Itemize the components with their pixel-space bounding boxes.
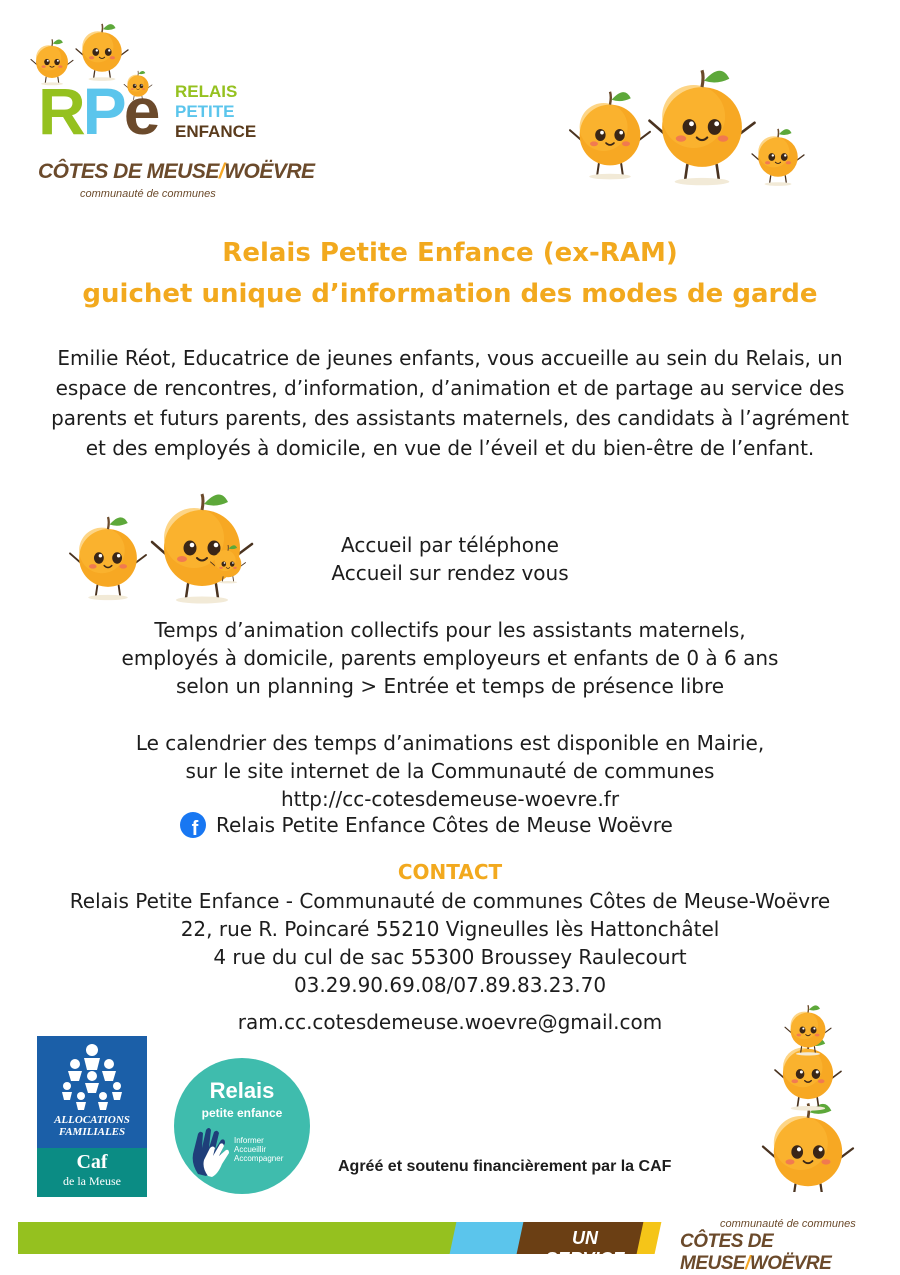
contact-heading: CONTACT <box>397 860 503 884</box>
contact-line: Relais Petite Enfance - Communauté de communes Côtes de Meuse-Woëvre <box>69 889 831 913</box>
reception-appointment: Accueil sur rendez vous <box>331 561 569 585</box>
rpe-logo-words: RELAIS PETITE ENFANCE <box>175 82 257 141</box>
territory-subtitle: communauté de communes <box>80 188 216 200</box>
caf-people-icon <box>59 1042 125 1112</box>
orange-family-illustration <box>560 55 820 195</box>
website-link[interactable]: http://cc-cotesdemeuse-woevre.fr <box>280 787 620 811</box>
caf-logo: ALLOCATIONS FAMILIALES Caf de la Meuse <box>37 1036 147 1197</box>
stacked-oranges-illustration <box>760 1000 860 1192</box>
intro-paragraph: Emilie Réot, Educatrice de jeunes enfants, vous accueille au sein du Relais, un espace de rencontres, d’information, d’animation et de partage au service des parents et futurs parents, des assistants maternels, des candidats à l’agrément et des employés à domicile, en vue de l’éveil et du bien-être de l’enfant. <box>51 346 849 460</box>
footer-territory-name: CÔTES DE MEUSE/WOËVRE <box>680 1231 832 1274</box>
facebook-icon: f <box>180 812 206 838</box>
facebook-link[interactable] <box>180 812 673 838</box>
hands-icon <box>188 1124 234 1178</box>
contact-email[interactable]: ram.cc.cotesdemeuse.woevre@gmail.com <box>237 1010 663 1034</box>
footer-bar-green <box>18 1222 458 1254</box>
contact-line: 4 rue du cul de sac 55300 Broussey Raulecourt <box>213 945 687 969</box>
sessions-line: employés à domicile, parents employeurs et enfants de 0 à 6 ans <box>121 646 779 670</box>
contact-line: 22, rue R. Poincaré 55210 Vigneulles lès Hattonchâtel <box>180 917 720 941</box>
reception-phone: Accueil par téléphone <box>341 533 559 557</box>
territory-name: CÔTES DE MEUSE/WOËVRE <box>38 160 315 183</box>
page-title-line1: Relais Petite Enfance (ex-RAM) <box>222 238 678 268</box>
caf-approval-text: Agréé et soutenu financièrement par la CAF <box>338 1158 672 1175</box>
footer-service-label: UN SERVICE <box>545 1228 625 1269</box>
relais-petite-enfance-logo: Relais petite enfance Informer Accueillir Accompagner <box>174 1058 310 1194</box>
calendar-line: Le calendrier des temps d’animations est disponible en Mairie, <box>135 731 765 755</box>
sessions-line: selon un planning > Entrée et temps de présence libre <box>175 674 725 698</box>
page-title-line2: guichet unique d’information des modes de garde <box>82 279 818 309</box>
calendar-line: sur le site internet de la Communauté de communes <box>185 759 715 783</box>
sessions-line: Temps d’animation collectifs pour les assistants maternels, <box>154 618 746 642</box>
rpe-logo-letters: RPe <box>38 74 158 148</box>
contact-phone: 03.29.90.69.08/07.89.83.23.70 <box>293 973 607 997</box>
facebook-label: Relais Petite Enfance Côtes de Meuse Woëvre <box>216 813 673 837</box>
footer-cc-label: communauté de communes <box>720 1218 856 1230</box>
